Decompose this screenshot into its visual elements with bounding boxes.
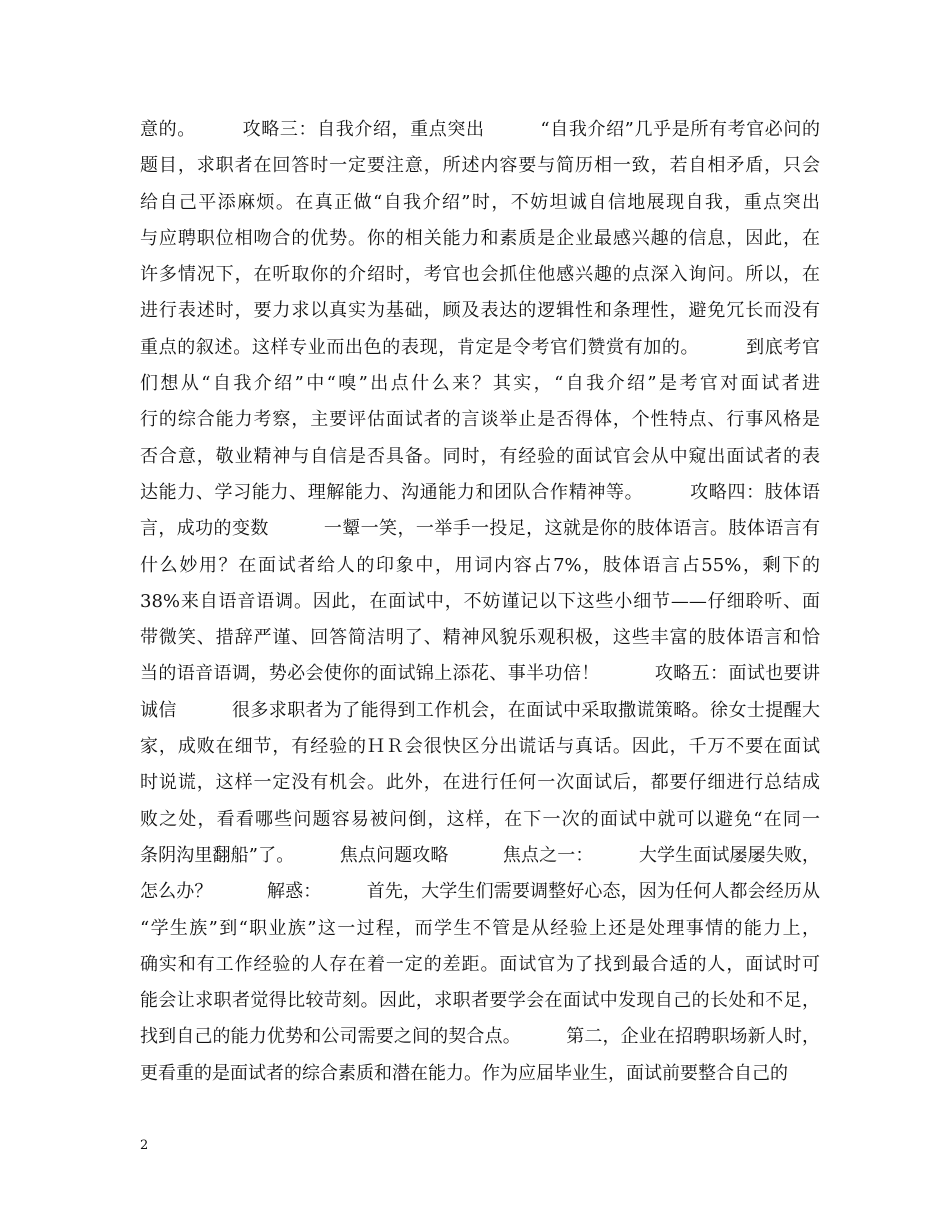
body-text	[140, 112, 820, 1092]
text-line: 重点的叙述。这样专业而出色的表现，肯定是令考官们赞赏有加的。 到底考官	[140, 336, 820, 358]
text-line: 们想从“自我介绍”中“嗅”出点什么来？其实，“自我介绍”是考官对面试者进	[140, 373, 820, 395]
text-line: 更看重的是面试者的综合素质和潜在能力。作为应届毕业生，面试前要整合自己的	[140, 1062, 788, 1084]
text-line: 能会让求职者觉得比较苛刻。因此，求职者要学会在面试中发现自己的长处和不足，	[140, 990, 820, 1012]
text-line: 许多情况下，在听取你的介绍时，考官也会抓住他感兴趣的点深入询问。所以，在	[140, 264, 820, 286]
text-line: 与应聘职位相吻合的优势。你的相关能力和素质是企业最感兴趣的信息，因此，在	[140, 227, 820, 249]
text-line: 家，成败在细节，有经验的ＨＲ会很快区分出谎话与真话。因此，千万不要在面试	[140, 736, 820, 758]
text-line: “学生族”到“职业族”这一过程，而学生不管是从经验上还是处理事情的能力上，	[140, 917, 820, 939]
text-line: 时说谎，这样一定没有机会。此外，在进行任何一次面试后，都要仔细进行总结成	[140, 772, 820, 794]
text-line: 条阴沟里翻船”了。 焦点问题攻略 焦点之一： 大学生面试屡屡失败，	[140, 844, 820, 866]
text-line: 找到自己的能力优势和公司需要之间的契合点。 第二，企业在招聘职场新人时，	[140, 1026, 820, 1048]
text-line: 言，成功的变数 一颦一笑，一举手一投足，这就是你的肢体语言。肢体语言有	[140, 518, 820, 540]
text-line: 给自己平添麻烦。在真正做“自我介绍”时，不妨坦诚自信地展现自我，重点突出	[140, 191, 820, 213]
text-line: 意的。 攻略三：自我介绍，重点突出 “自我介绍”几乎是所有考官必问的	[140, 119, 820, 140]
text-line: 达能力、学习能力、理解能力、沟通能力和团队合作精神等。 攻略四：肢体语	[140, 481, 820, 503]
text-line: 带微笑、措辞严谨、回答简洁明了、精神风貌乐观积极，这些丰富的肢体语言和恰	[140, 627, 820, 649]
text-line: 行的综合能力考察，主要评估面试者的言谈举止是否得体，个性特点、行事风格是	[140, 409, 820, 431]
text-line: 确实和有工作经验的人存在着一定的差距。面试官为了找到最合适的人，面试时可	[140, 953, 820, 975]
text-line: 什么妙用？在面试者给人的印象中，用词内容占7%，肢体语言占55%，剩下的	[140, 554, 820, 576]
text-line: 题目，求职者在回答时一定要注意，所述内容要与简历相一致，若自相矛盾，只会	[140, 155, 820, 177]
text-line: 当的语音语调，势必会使你的面试锦上添花、事半功倍！ 攻略五：面试也要讲	[140, 663, 820, 685]
text-line: 怎么办？ 解惑： 首先，大学生们需要调整好心态，因为任何人都会经历从	[140, 881, 820, 903]
text-line: 败之处，看看哪些问题容易被问倒，这样，在下一次的面试中就可以避免“在同一	[140, 808, 820, 830]
text-line: 进行表述时，要力求以真实为基础，顾及表达的逻辑性和条理性，避免冗长而没有	[140, 300, 820, 322]
text-line: 否合意，敬业精神与自信是否具备。同时，有经验的面试官会从中窥出面试者的表	[140, 445, 820, 467]
text-line: 38%来自语音语调。因此，在面试中，不妨谨记以下这些小细节——仔细聆听、面	[140, 590, 820, 612]
page-number: 2	[140, 1138, 149, 1153]
text-line: 诚信 很多求职者为了能得到工作机会，在面试中采取撒谎策略。徐女士提醒大	[140, 699, 820, 721]
